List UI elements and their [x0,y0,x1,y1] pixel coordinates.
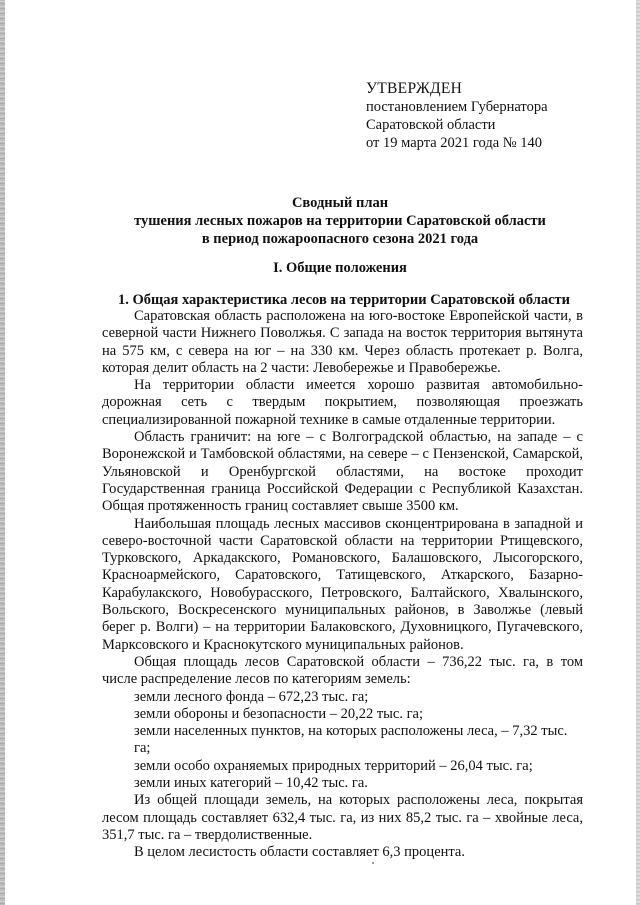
paragraph-forest-districts: Наибольшая площадь лесных массивов сконцентрирована в западной и северо-восточной части Саратовской области на территории Ртищевского, Турковского, Аркадакского, Романовского, Балашовского, Лысогорского, Красноармейского, Саратовского, Татищевского, Аткарского, Базарно-Карабулакского, Новобурасского, Петровского, Балтайского, Хвалынского, Вольского, Воскресенского муниципальных районов, в Заволжье (левый берег р. Волги) – на территории Балаковского, Духовницкого, Пугачевского, Марксовского и Краснокутского муниципальных районов. [102,515,583,653]
list-item-protected-areas: земли особо охраняемых природных территорий – 26,04 тыс. га; [134,757,533,774]
approval-line-2: Саратовской области [366,117,496,133]
list-item-other-lands: земли иных категорий – 10,42 тыс. га. [134,775,368,792]
scan-edge-right [636,0,640,905]
title-line-3: в период пожароопасного сезона 2021 года [201,231,479,247]
list-item-forest-fund: земли лесного фонда – 672,23 тыс. га; [134,688,369,705]
scan-edge-left [0,0,5,905]
title-line-1: Сводный план [291,195,389,211]
document-title [100,194,580,248]
approval-stamp-block [366,80,548,152]
paragraph-borders: Область граничит: на юге – с Волгоградской областью, на западе – с Воронежской и Тамбовской областями, на севере – с Пензенской, Самарской, Ульяновской и Оренбургской областями, на востоке проходит Государственная граница Российской Федерации с Республикой Казахстан. Общая протяженность границ составляет свыше 3500 км. [102,429,583,515]
list-item-settlement-lands: земли населенных пунктов, на которых расположены леса, – 7,32 тыс. га; [134,723,568,757]
paragraph-forest-percentage: В целом лесистость области составляет 6,3 процента. [134,844,465,861]
section-heading: I. Общие положения [273,260,407,276]
body-text [102,308,583,862]
paragraph-total-area: Общая площадь лесов Саратовской области – 736,22 тыс. га, в том числе распределение лесов по категориям земель: [102,653,583,688]
paragraph-roads: На территории области имеется хорошо развитая автомобильно-дорожная сеть с твердым покрытием, позволяющая проезжать специализированной пожарной технике в самые отдаленные территории. [102,377,583,428]
scan-speck [372,862,374,864]
approval-title: УТВЕРЖДЕН [366,80,463,97]
approval-line-1: постановлением Губернатора [366,99,548,115]
paragraph-location: Саратовская область расположена на юго-востоке Европейской части, в северной части Нижнего Поволжья. С запада на восток территория вытянута на 575 км, с севера на юг – на 330 км. Через область протекает р. Волга, которая делит область на 2 части: Левобережье и Правобережье. [102,308,583,376]
subsection-heading: 1. Общая характеристика лесов на территории Саратовской области [118,292,570,308]
title-line-2: тушения лесных пожаров на территории Саратовской области [134,213,546,229]
list-item-defense-lands: земли обороны и безопасности – 20,22 тыс. га; [134,705,424,722]
paragraph-forest-cover-area: Из общей площади земель, на которых расположены леса, покрытая лесом площадь составляет 632,4 тыс. га, из них 85,2 тыс. га – хвойные леса, 351,7 тыс. га – твердолиственные. [102,792,583,843]
approval-line-3: от 19 марта 2021 года № 140 [366,135,542,151]
